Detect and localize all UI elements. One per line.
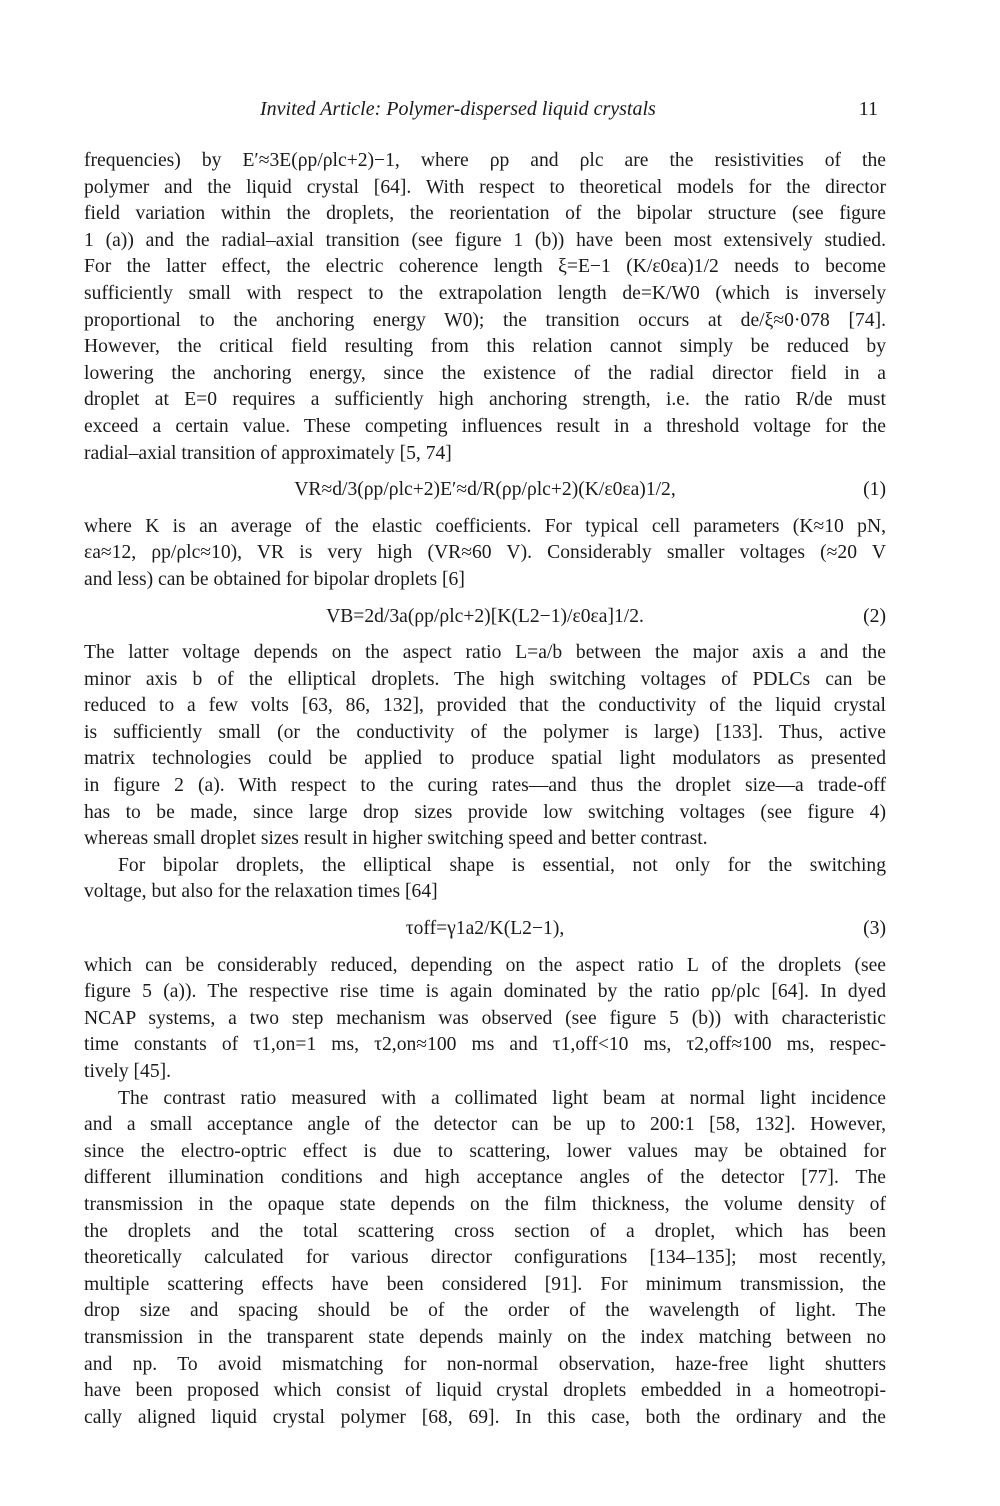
text-line: NCAP systems, a two step mechanism was observed (see figure 5 (b)) with characteristic: [84, 1007, 886, 1029]
text-line: reduced to a few volts [63, 86, 132], provided that the conductivity of the liquid crystal: [84, 695, 886, 717]
text-line: where K is an average of the elastic coefficients. For typical cell parameters (K≈10 pN,: [84, 515, 886, 537]
text-line: have been proposed which consist of liquid crystal droplets embedded in a homeotropi-: [84, 1380, 886, 1402]
text-line: multiple scattering effects have been considered [91]. For minimum transmission, the: [84, 1273, 886, 1295]
text-line: and np. To avoid mismatching for non-normal observation, haze-free light shutters: [84, 1353, 886, 1375]
text-line: εa≈12, ρp/ρlc≈10), VR is very high (VR≈60 V). Considerably smaller voltages (≈20 V: [84, 542, 886, 564]
text-line: voltage, but also for the relaxation times [64]: [84, 881, 438, 903]
text-line: in figure 2 (a). With respect to the curing rates—and thus the droplet size—a trade-off: [84, 775, 886, 797]
text-line: 1 (a)) and the radial–axial transition (see figure 1 (b)) have been most extensively studied.: [84, 229, 886, 251]
text-line: droplet at E=0 requires a sufficiently high anchoring strength, i.e. the ratio R/de must: [84, 389, 886, 411]
text-line: polymer and the liquid crystal [64]. With respect to theoretical models for the director: [84, 176, 886, 198]
running-head: Invited Article: Polymer-dispersed liquid crystals: [260, 98, 656, 120]
text-line: transmission in the transparent state depends mainly on the index matching between no: [84, 1326, 886, 1348]
text-line: matrix technologies could be applied to produce spatial light modulators as presented: [84, 748, 886, 770]
equation-formula: VB=2d/3a(ρp/ρlc+2)[K(L2−1)/ε0εa]1/2.: [326, 605, 644, 627]
equation-formula: VR≈d/3(ρp/ρlc+2)E′≈d/R(ρp/ρlc+2)(K/ε0εa)1/2,: [294, 479, 676, 501]
text-line: and less) can be obtained for bipolar droplets [6]: [84, 568, 465, 590]
article-body: [84, 148, 886, 1431]
text-line: For bipolar droplets, the elliptical shape is essential, not only for the switching: [118, 854, 886, 876]
text-line: drop size and spacing should be of the order of the wavelength of light. The: [84, 1300, 886, 1322]
equation-formula: τoff=γ1a2/K(L2−1),: [405, 918, 565, 940]
text-line: has to be made, since large drop sizes provide low switching voltages (see figure 4): [84, 801, 886, 823]
equation-number: (2): [863, 605, 886, 627]
page-number: 11: [858, 98, 878, 120]
equation-number: (3): [863, 918, 886, 940]
text-line: The contrast ratio measured with a collimated light beam at normal light incidence: [118, 1087, 886, 1109]
text-line: the droplets and the total scattering cross section of a droplet, which has been: [84, 1220, 886, 1242]
text-line: The latter voltage depends on the aspect ratio L=a/b between the major axis a and the: [84, 642, 886, 664]
text-line: theoretically calculated for various director configurations [134–135]; most recently,: [84, 1247, 886, 1269]
text-line: sufficiently small with respect to the extrapolation length de=K/W0 (which is inversely: [84, 282, 886, 304]
text-line: For the latter effect, the electric coherence length ξ=E−1 (K/ε0εa)1/2 needs to become: [84, 256, 886, 278]
text-line: figure 5 (a)). The respective rise time is again dominated by the ratio ρp/ρlc [64]. In dyed: [84, 981, 886, 1003]
text-line: cally aligned liquid crystal polymer [68, 69]. In this case, both the ordinary and the: [84, 1406, 886, 1428]
text-line: different illumination conditions and high acceptance angles of the detector [77]. The: [84, 1167, 886, 1189]
text-line: and a small acceptance angle of the detector can be up to 200:1 [58, 132]. However,: [84, 1114, 886, 1136]
text-line: tively [45].: [84, 1061, 172, 1082]
equation-number: (1): [863, 479, 886, 501]
equation-2: [84, 604, 886, 631]
text-line: However, the critical field resulting from this relation cannot simply be reduced by: [84, 336, 886, 358]
text-line: which can be considerably reduced, depending on the aspect ratio L of the droplets (see: [84, 954, 886, 976]
text-line: exceed a certain value. These competing influences result in a threshold voltage for the: [84, 415, 886, 437]
text-line: radial–axial transition of approximately [5, 74]: [84, 442, 452, 464]
text-line: transmission in the opaque state depends on the film thickness, the volume density of: [84, 1193, 886, 1215]
text-line: whereas small droplet sizes result in higher switching speed and better contrast.: [84, 828, 708, 850]
text-line: is sufficiently small (or the conductivity of the polymer is large) [133]. Thus, active: [84, 721, 886, 743]
equation-3: [84, 916, 886, 943]
text-line: frequencies) by E′≈3E(ρp/ρlc+2)−1, where ρp and ρlc are the resistivities of the: [84, 150, 886, 171]
text-line: since the electro-optric effect is due to scattering, lower values may be obtained for: [84, 1140, 886, 1162]
text-line: field variation within the droplets, the reorientation of the bipolar structure (see figure: [84, 203, 886, 225]
text-line: proportional to the anchoring energy W0); the transition occurs at de/ξ≈0·078 [74].: [84, 309, 886, 331]
equation-1: [84, 477, 886, 504]
text-line: time constants of τ1,on=1 ms, τ2,on≈100 ms and τ1,off<10 ms, τ2,off≈100 ms, respec-: [84, 1034, 886, 1056]
text-line: minor axis b of the elliptical droplets. The high switching voltages of PDLCs can be: [84, 668, 886, 690]
text-line: lowering the anchoring energy, since the existence of the radial director field in a: [84, 362, 886, 384]
